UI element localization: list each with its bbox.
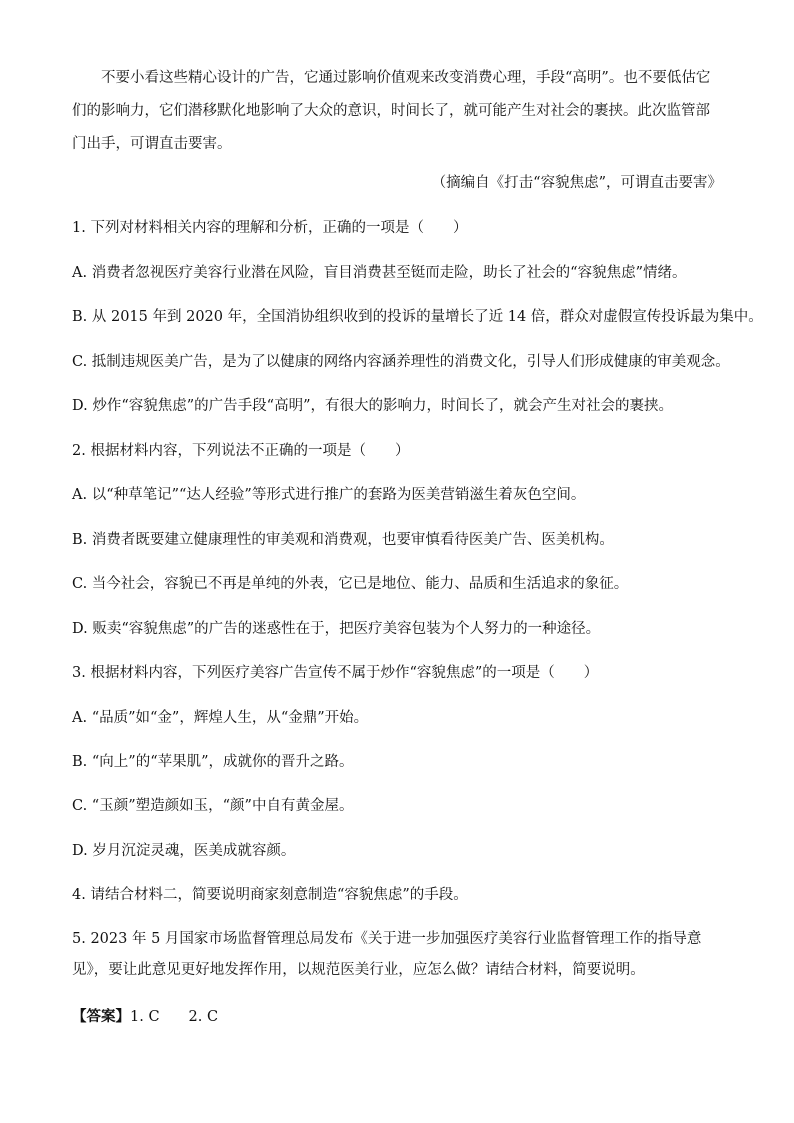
question-1-stem: 1. 下列对材料相关内容的理解和分析，正确的一项是（ ） [72,220,468,236]
question-2-option-d: D. 贩卖“容貌焦虑”的广告的迷惑性在于，把医疗美容包装为个人努力的一种途径。 [72,621,601,637]
question-3-option-c: C. “玉颜”塑造颜如玉，“颜”中自有黄金屋。 [72,798,354,814]
question-4-stem: 4. 请结合材料二，简要说明商家刻意制造“容貌焦虑”的手段。 [72,887,468,903]
question-1-option-a: A. 消费者忽视医疗美容行业潜在风险，盲目消费甚至铤而走险，助长了社会的“容貌焦虑”情绪。 [72,265,687,281]
question-2-option-c: C. 当今社会，容貌已不再是单纯的外表，它已是地位、能力、品质和生活追求的象征。 [72,576,629,592]
question-2-option-b: B. 消费者既要建立健康理性的审美观和消费观，也要审慎看待医美广告、医美机构。 [72,532,614,548]
question-3-stem: 3. 根据材料内容，下列医疗美容广告宣传不属于炒作“容貌焦虑”的一项是（ ） [72,665,599,681]
question-3-option-d: D. 岁月沉淀灵魂，医美成就容颜。 [72,843,296,859]
answer-line [72,1003,732,1031]
question-2-stem: 2. 根据材料内容，下列说法不正确的一项是（ ） [72,443,410,459]
passage-source: （摘编自《打击“容貌焦虑”，可谓直击要害》 [431,175,722,191]
answer-tag: 【答案】 [72,1008,130,1025]
question-2-option-a: A. 以“种草笔记”“达人经验”等形式进行推广的套路为医美营销滋生着灰色空间。 [72,487,586,503]
question-3-option-a: A. “品质”如“金”，辉煌人生，从“金鼎”开始。 [72,710,369,726]
question-3-option-b: B. “向上”的“苹果肌”，成就你的晋升之路。 [72,754,354,770]
question-5-stem: 5. 2023 年 5 月国家市场监督管理总局发布《关于进一步加强医疗美容行业监督管理工作的指导意见》，要让此意见更好地发挥作用，以规范医美行业，应怎么做？请结合材料，简要说明。 [72,931,702,978]
question-1-option-b: B. 从 2015 年到 2020 年，全国消协组织收到的投诉的量增长了近 14 倍，群众对虚假宣传投诉最为集中。 [72,309,763,325]
answer-text: 1. C 2. C [130,1009,219,1025]
passage-paragraph: 不要小看这些精心设计的广告，它通过影响价值观来改变消费心理，手段“高明”。也不要低估它们的影响力，它们潜移默化地影响了大众的意识，时间长了，就可能产生对社会的裹挟。此次监管部门出手，可谓直击要害。 [72,70,711,152]
question-1-option-c: C. 抵制违规医美广告，是为了以健康的网络内容涵养理性的消费文化，引导人们形成健康的审美观念。 [72,354,730,370]
question-1-option-d: D. 炒作“容貌焦虑”的广告手段“高明”，有很大的影响力，时间长了，就会产生对社会的裹挟。 [72,398,673,414]
